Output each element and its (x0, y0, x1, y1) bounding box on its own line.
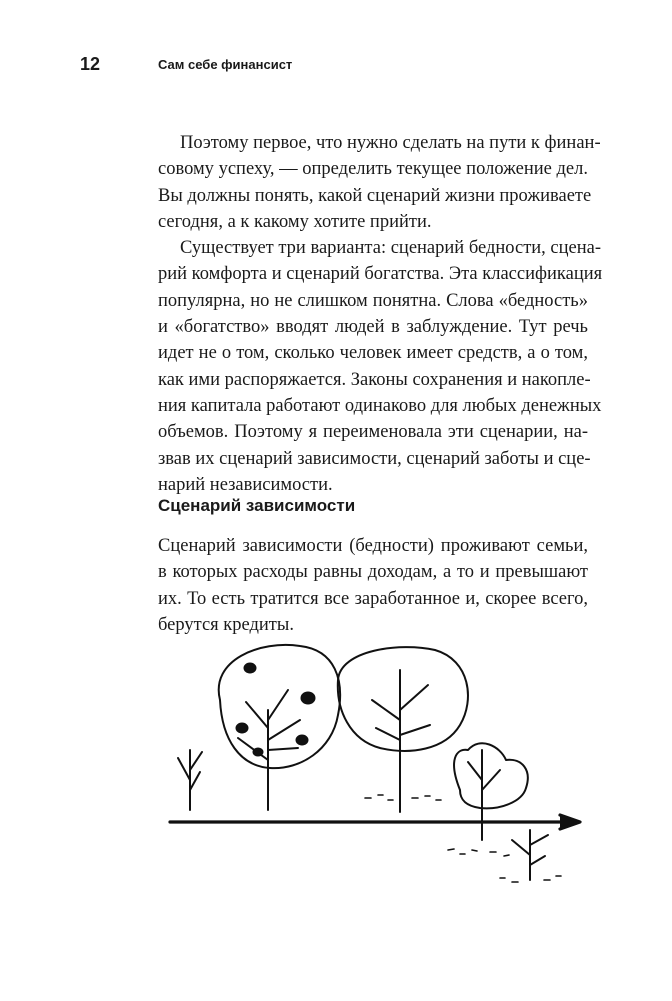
text-line: Поэтому первое, что нужно сделать на пути к финан- (180, 133, 601, 153)
text-line: нарий независимости. (158, 474, 333, 495)
text-line: совому успеху, — определить текущее положение дел. (158, 159, 588, 180)
text-line: Существует три варианта: сценарий бедности, сцена- (180, 238, 602, 259)
text-line: ния капитала работают одинаково для любых денежных (158, 395, 602, 416)
text-line: объемов. Поэтому я переименовала эти сценарии, на- (158, 422, 588, 443)
text-line: их. То есть тратится все заработанное и, скорее всего, (158, 588, 588, 609)
text-line: как ими распоряжается. Законы сохранения и накопле- (158, 369, 591, 390)
text-line: берутся кредиты. (158, 614, 294, 635)
text-line: звав их сценарий зависимости, сценарий заботы и сце- (158, 448, 591, 469)
text-line: в которых расходы равны доходам, а то и превышают (158, 562, 588, 583)
section-paragraph (158, 533, 588, 638)
text-line: идет не о том, сколько человек имеет средств, а о том, (158, 343, 588, 364)
section-heading: Сценарий зависимости (158, 496, 356, 515)
text-line: Сценарий зависимости (бедности) проживают семьи, (158, 536, 588, 556)
intro-paragraphs (158, 130, 603, 498)
trees-timeline-illustration (150, 640, 600, 900)
text-line: сегодня, а к какому хотите прийти. (158, 211, 432, 232)
text-line: Вы должны понять, какой сценарий жизни проживаете (158, 185, 592, 206)
text-line: популярна, но не слишком понятна. Слова «бедность» (158, 290, 588, 311)
text-line: и «богатство» вводят людей в заблуждение. Тут речь (158, 317, 588, 338)
running-title: Сам себе финансист (158, 57, 293, 72)
text-line: рий комфорта и сценарий богатства. Эта классификация (158, 264, 603, 285)
page-number: 12 (80, 54, 101, 74)
